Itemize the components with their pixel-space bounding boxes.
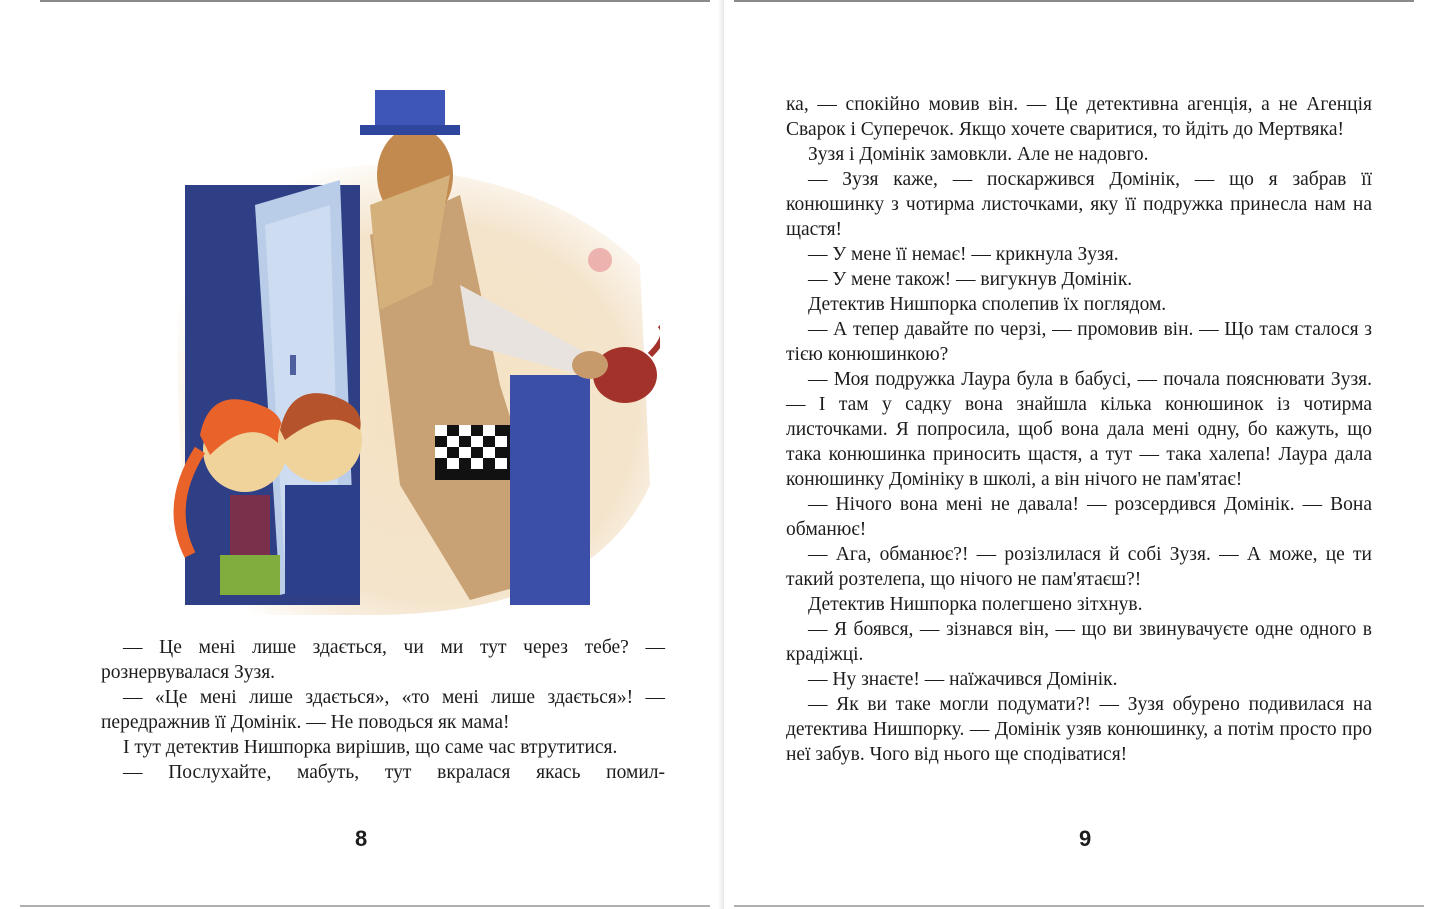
page-number-left: 8: [355, 826, 368, 851]
paragraph: — Це мені лише здається, чи ми тут через тебе? — рознервувалася Зузя.: [101, 637, 665, 683]
paragraph: — Моя подружка Лаура була в бабусі, — почала пояснювати Зузя. — І там у садку вона знайшла кілька конюшинок із чотирма листочками. Я попросила, щоб вона дала мені одну, бо кажуть, що така конюшинка приносить щастя, а тут — така халепа! Лаура дала конюшинку Домініку в школі, а він нічого не пам'ятає!: [786, 369, 1372, 490]
paragraph: — Послухайте, мабуть, тут вкралася якась помил-: [123, 762, 665, 783]
paragraph: — Зузя каже, — поскаржився Домінік, — що я забрав її конюшинку з чотирма листочками, яку її подружка принесла нам на щастя!: [786, 169, 1372, 240]
paragraph: ка, — спокійно мовив він. — Це детективна агенція, а не Агенція Сварок і Суперечок. Якщо хочете сваритися, то йдіть до Мертвяка!: [786, 94, 1372, 140]
paragraph: — Як ви таке могли подумати?! — Зузя обурено подивилася на детектива Нишпорку. — Домінік узяв конюшинку, а потім просто про неї забув. Чого від нього ще сподіватися!: [786, 694, 1372, 765]
paragraph: — У мене її немає! — крикнула Зузя.: [808, 244, 1119, 265]
bottom-edge: [734, 905, 1424, 907]
detective-with-children-illustration: [170, 55, 660, 620]
paragraph: — Ну знаєте! — наїжачився Домінік.: [808, 669, 1118, 690]
paragraph: — А тепер давайте по черзі, — промовив він. — Що там сталося з тією конюшинкою?: [786, 319, 1372, 365]
paragraph: Детектив Нишпорка полегшено зітхнув.: [808, 594, 1143, 615]
page-number-right: 9: [1079, 826, 1092, 851]
detective-hat: [375, 90, 445, 130]
paragraph: Детектив Нишпорка сполепив їх поглядом.: [808, 294, 1167, 315]
left-page-text: [101, 635, 665, 785]
paragraph: — Я боявся, — зізнався він, — що ви звинувачуєте одне одного в крадіжці.: [786, 619, 1372, 665]
paragraph: І тут детектив Нишпорка вирішив, що саме час втрутитися.: [123, 737, 618, 758]
paragraph: — Нічого вона мені не давала! — розсердився Домінік. — Вона обманює!: [786, 494, 1372, 540]
detective-trousers: [510, 375, 590, 605]
paragraph: — «Це мені лише здається», «то мені лише здається»! — передражнив її Домінік. — Не поводься як мама!: [101, 687, 665, 733]
right-page-text: [786, 92, 1372, 767]
right-page: [724, 0, 1445, 909]
top-edge: [40, 0, 710, 2]
paragraph: — Ага, обманює?! — розізлилася й собі Зузя. — А може, це ти такий розтелепа, що нічого не пам'ятаєш?!: [786, 544, 1372, 590]
top-edge: [734, 0, 1414, 2]
paragraph: Зузя і Домінік замовкли. Але не надовго.: [808, 144, 1149, 165]
bottom-edge: [20, 905, 710, 907]
paragraph: — У мене також! — вигукнув Домінік.: [808, 269, 1133, 290]
